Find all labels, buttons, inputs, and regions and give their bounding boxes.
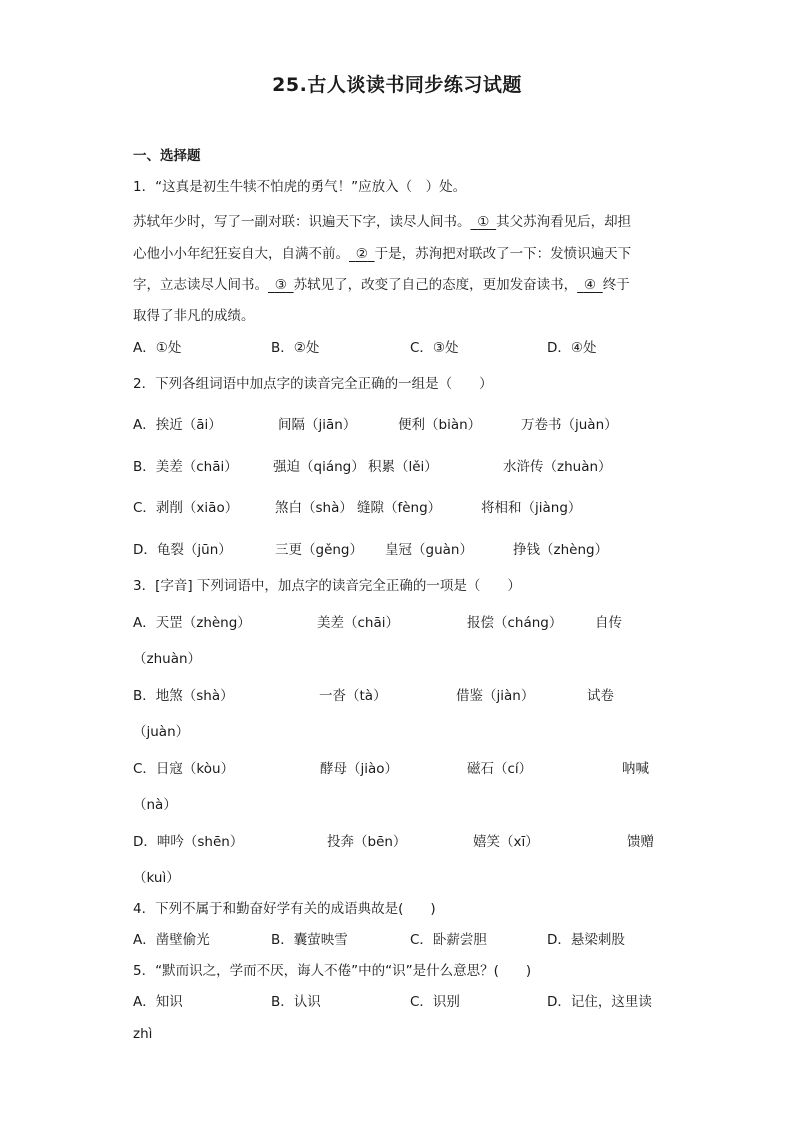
q1-option-b[interactable]: B．②处 — [271, 340, 320, 356]
q3-wrap-text: （kuì） — [133, 870, 180, 886]
q2-word: 煞白（shà） — [275, 500, 353, 516]
q2-word: 将相和（jiàng） — [481, 500, 582, 516]
q3-word: 馈赠 — [627, 834, 654, 850]
q5-option-d[interactable]: D．记住，这里读 — [547, 994, 652, 1010]
q3-word: 嬉笑（xī） — [473, 834, 539, 850]
q1-passage-line-4: 取得了非凡的成绩。 — [133, 308, 255, 324]
q2-stem: 2．下列各组词语中加点字的读音完全正确的一组是（ ） — [133, 376, 493, 392]
q3-word: 自传 — [595, 615, 622, 631]
page-title: 25.古人谈读书同步练习试题 — [272, 74, 522, 96]
q1-option-d[interactable]: D．④处 — [547, 340, 597, 356]
q2-word: 积累（lěi） — [368, 459, 438, 475]
q3-wrap-text: （juàn） — [133, 724, 190, 740]
q4-option-a[interactable]: A．凿壁偷光 — [133, 932, 210, 948]
q2-word: 三更（gěng） — [275, 542, 364, 558]
q3-option-a[interactable]: A．天罡（zhèng） — [133, 615, 251, 631]
q2-option-a[interactable]: A．挨近（āi） — [133, 417, 222, 433]
q5-stem: 5．“默而识之，学而不厌，诲人不倦”中的“识”是什么意思？( ) — [133, 963, 532, 979]
q3-wrap-text: （nà） — [133, 797, 177, 813]
q3-word: 一沓（tà） — [319, 688, 387, 704]
section-heading: 一、选择题 — [133, 148, 201, 164]
q3-option-c[interactable]: C．日寇（kòu） — [133, 761, 235, 777]
q1-stem: 1．“这真是初生牛犊不怕虎的勇气！”应放入（ ）处。 — [133, 179, 467, 195]
q3-word: 投奔（bēn） — [327, 834, 407, 850]
q1-passage-line-1 — [133, 213, 631, 231]
q3-word: 试卷 — [587, 688, 614, 704]
q1-passage-line-3 — [133, 276, 630, 294]
q5-wrap-text: zhì — [133, 1026, 153, 1042]
q2-word: 挣钱（zhèng） — [513, 542, 609, 558]
q1-option-c[interactable]: C．③处 — [410, 340, 459, 356]
blank-marker-2: ② — [355, 246, 368, 262]
q2-word: 强迫（qiáng） — [273, 459, 365, 475]
q2-word: 水浒传（zhuàn） — [503, 459, 612, 475]
q4-option-d[interactable]: D．悬梁刺股 — [547, 932, 625, 948]
blank-marker-4: ④ — [583, 277, 596, 293]
q1-passage-text: 其父苏洵看见后，却担 — [496, 214, 632, 230]
q3-wrap-text: （zhuàn） — [133, 651, 202, 667]
q5-option-b[interactable]: B．认识 — [271, 994, 321, 1010]
q3-word: 美差（chāi） — [317, 615, 400, 631]
q3-word: 磁石（cí） — [467, 761, 533, 777]
q2-word: 间隔（jiān） — [278, 417, 357, 433]
q2-option-c[interactable]: C．剥削（xiāo） — [133, 500, 239, 516]
q5-option-a[interactable]: A．知识 — [133, 994, 183, 1010]
q4-stem: 4．下列不属于和勤奋好学有关的成语典故是( ) — [133, 901, 436, 917]
q5-option-c[interactable]: C．识别 — [410, 994, 460, 1010]
q3-word: 报偿（cháng） — [467, 615, 563, 631]
q3-option-b[interactable]: B．地煞（shà） — [133, 688, 234, 704]
q2-option-d[interactable]: D．龟裂（jūn） — [133, 542, 232, 558]
q3-stem: 3．[字音] 下列词语中，加点字的读音完全正确的一项是（ ） — [133, 578, 521, 594]
q4-option-c[interactable]: C．卧薪尝胆 — [410, 932, 487, 948]
q2-option-b[interactable]: B．美差（chāi） — [133, 459, 238, 475]
blank-marker-1: ① — [477, 214, 490, 230]
q2-word: 皇冠（guàn） — [385, 542, 473, 558]
q1-passage-line-2 — [133, 245, 631, 263]
q1-option-a[interactable]: A．①处 — [133, 340, 182, 356]
q3-word: 呐喊 — [622, 761, 649, 777]
q2-word: 便利（biàn） — [398, 417, 482, 433]
q3-word: 借鉴（jiàn） — [456, 688, 535, 704]
q1-passage-text: 苏轼见了，改变了自己的态度，更加发奋读书， — [293, 277, 578, 293]
q1-passage-text: 终于 — [602, 277, 630, 293]
q2-word: 缝隙（fèng） — [357, 500, 442, 516]
q1-passage-text: 于是，苏洵把对联改了一下：发愤识遍天下 — [374, 246, 632, 262]
q1-passage-text: 苏轼年少时，写了一副对联：识遍天下字，读尽人间书。 — [133, 214, 471, 230]
q2-word: 万卷书（juàn） — [521, 417, 618, 433]
blank-marker-3: ③ — [274, 277, 287, 293]
q3-option-d[interactable]: D．呻吟（shēn） — [133, 834, 244, 850]
q4-option-b[interactable]: B．囊萤映雪 — [271, 932, 348, 948]
q1-passage-text: 心他小小年纪狂妄自大，自满不前。 — [133, 246, 349, 262]
q1-passage-text: 字，立志读尽人间书。 — [133, 277, 268, 293]
q3-word: 酵母（jiào） — [320, 761, 399, 777]
